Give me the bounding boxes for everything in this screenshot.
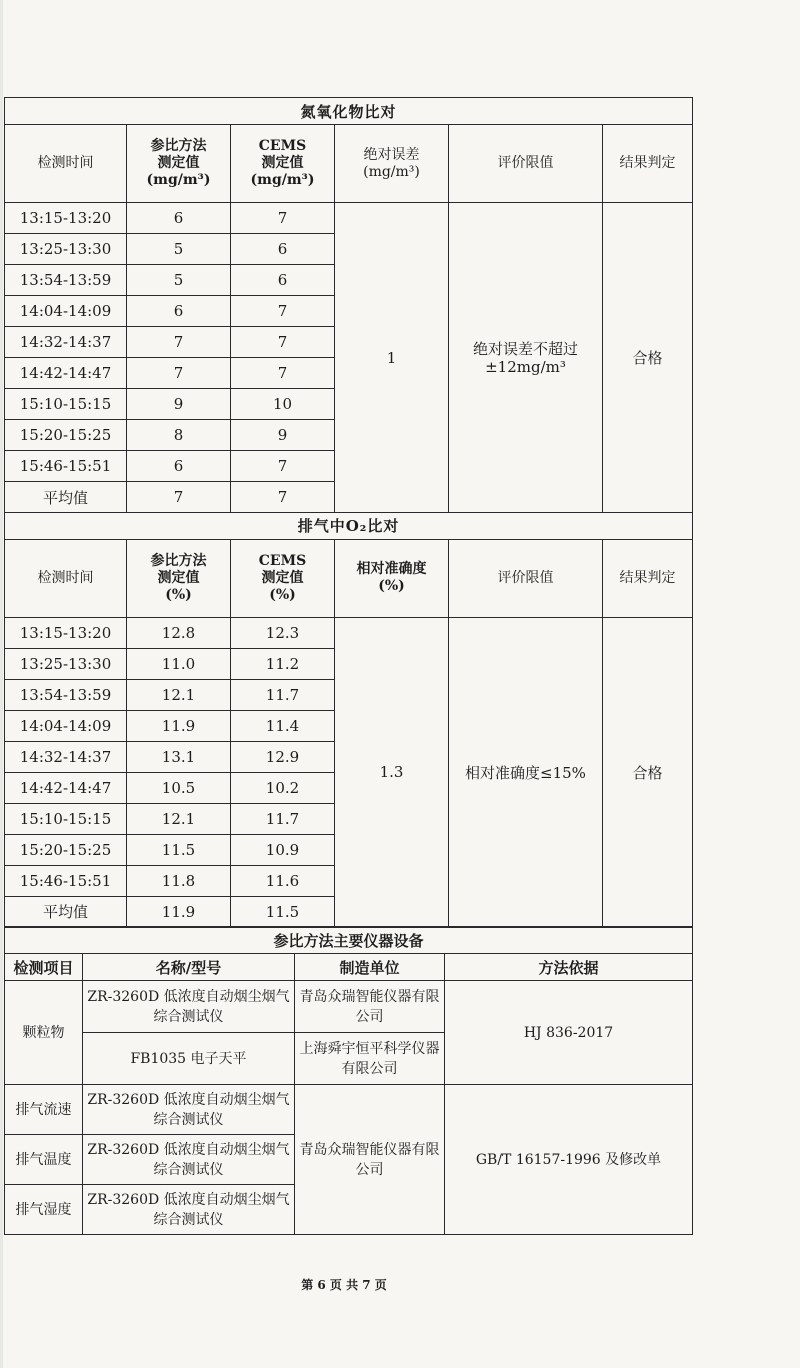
- nox-cems: 6: [231, 265, 335, 296]
- o2-time: 13:54-13:59: [5, 679, 127, 710]
- nox-title: 氮氧化物比对: [5, 98, 693, 125]
- nox-result-value: 合格: [603, 203, 693, 513]
- report-sheet: [4, 97, 692, 1235]
- o2-ref: 11.8: [127, 865, 231, 896]
- nox-avg-label: 平均值: [5, 482, 127, 513]
- eq-particulate-model1: ZR-3260D 低浓度自动烟尘烟气综合测试仪: [83, 981, 295, 1033]
- nox-time: 14:04-14:09: [5, 296, 127, 327]
- o2-table: [4, 512, 693, 928]
- nox-cems: 7: [231, 327, 335, 358]
- o2-time: 15:46-15:51: [5, 865, 127, 896]
- scan-edge: [0, 0, 3, 1368]
- o2-time: 15:10-15:15: [5, 803, 127, 834]
- nox-time: 15:46-15:51: [5, 451, 127, 482]
- eq-gas-method: GB/T 16157-1996 及修改单: [445, 1085, 693, 1235]
- o2-time: 13:15-13:20: [5, 617, 127, 648]
- o2-ref: 12.8: [127, 617, 231, 648]
- o2-cems: 10.2: [231, 772, 335, 803]
- eq-humid-item: 排气湿度: [5, 1185, 83, 1235]
- o2-header-cems: CEMS 测定值 (%): [231, 539, 335, 617]
- o2-cems: 12.9: [231, 741, 335, 772]
- eq-particulate-maker1: 青岛众瑞智能仪器有限公司: [295, 981, 445, 1033]
- o2-title: 排气中O₂比对: [5, 512, 693, 539]
- nox-cems: 7: [231, 451, 335, 482]
- nox-ref: 5: [127, 265, 231, 296]
- nox-time: 13:25-13:30: [5, 234, 127, 265]
- o2-time: 14:32-14:37: [5, 741, 127, 772]
- o2-cems: 12.3: [231, 617, 335, 648]
- o2-header-limit: 评价限值: [449, 539, 603, 617]
- nox-header-cems: CEMS 测定值 (mg/m³): [231, 125, 335, 203]
- nox-table: [4, 97, 693, 513]
- o2-ref: 13.1: [127, 741, 231, 772]
- nox-cems: 7: [231, 203, 335, 234]
- o2-time: 14:42-14:47: [5, 772, 127, 803]
- nox-time: 15:20-15:25: [5, 420, 127, 451]
- eq-gas-maker: 青岛众瑞智能仪器有限公司: [295, 1085, 445, 1235]
- eq-particulate-model2: FB1035 电子天平: [83, 1033, 295, 1085]
- o2-cems: 10.9: [231, 834, 335, 865]
- o2-ref: 12.1: [127, 803, 231, 834]
- eq-flow-item: 排气流速: [5, 1085, 83, 1135]
- nox-header-time: 检测时间: [5, 125, 127, 203]
- equipment-title: 参比方法主要仪器设备: [5, 927, 693, 954]
- o2-cems: 11.4: [231, 710, 335, 741]
- eq-flow-model: ZR-3260D 低浓度自动烟尘烟气综合测试仪: [83, 1085, 295, 1135]
- o2-result-value: 合格: [603, 617, 693, 927]
- nox-avg-cems: 7: [231, 482, 335, 513]
- nox-time: 14:32-14:37: [5, 327, 127, 358]
- o2-ref: 11.0: [127, 648, 231, 679]
- nox-ref: 6: [127, 451, 231, 482]
- o2-time: 13:25-13:30: [5, 648, 127, 679]
- nox-limit-value: 绝对误差不超过 ±12mg/m³: [449, 203, 603, 513]
- nox-cems: 7: [231, 358, 335, 389]
- eq-header-item: 检测项目: [5, 954, 83, 981]
- equipment-table: [4, 926, 693, 1235]
- nox-cems: 10: [231, 389, 335, 420]
- o2-ref: 12.1: [127, 679, 231, 710]
- nox-error-value: 1: [335, 203, 449, 513]
- nox-cems: 6: [231, 234, 335, 265]
- nox-avg-ref: 7: [127, 482, 231, 513]
- o2-cems: 11.6: [231, 865, 335, 896]
- eq-header-maker: 制造单位: [295, 954, 445, 981]
- o2-avg-ref: 11.9: [127, 896, 231, 927]
- nox-time: 15:10-15:15: [5, 389, 127, 420]
- o2-cems: 11.7: [231, 679, 335, 710]
- eq-particulate-method: HJ 836-2017: [445, 981, 693, 1085]
- o2-header-accuracy: 相对准确度 (%): [335, 539, 449, 617]
- o2-time: 15:20-15:25: [5, 834, 127, 865]
- o2-limit-value: 相对准确度≤15%: [449, 617, 603, 927]
- eq-particulate-maker2: 上海舜宇恒平科学仪器有限公司: [295, 1033, 445, 1085]
- eq-header-model: 名称/型号: [83, 954, 295, 981]
- o2-ref: 11.5: [127, 834, 231, 865]
- nox-time: 14:42-14:47: [5, 358, 127, 389]
- nox-row: [5, 203, 693, 234]
- o2-header-ref: 参比方法 测定值 (%): [127, 539, 231, 617]
- o2-row: [5, 617, 693, 648]
- nox-ref: 7: [127, 327, 231, 358]
- o2-avg-cems: 11.5: [231, 896, 335, 927]
- nox-ref: 6: [127, 203, 231, 234]
- nox-cems: 7: [231, 296, 335, 327]
- nox-ref: 7: [127, 358, 231, 389]
- nox-ref: 9: [127, 389, 231, 420]
- o2-ref: 11.9: [127, 710, 231, 741]
- o2-header-result: 结果判定: [603, 539, 693, 617]
- eq-temp-item: 排气温度: [5, 1135, 83, 1185]
- nox-header-error: 绝对误差 (mg/m³): [335, 125, 449, 203]
- nox-time: 13:54-13:59: [5, 265, 127, 296]
- nox-cems: 9: [231, 420, 335, 451]
- o2-ref: 10.5: [127, 772, 231, 803]
- o2-header-time: 检测时间: [5, 539, 127, 617]
- o2-avg-label: 平均值: [5, 896, 127, 927]
- nox-header-limit: 评价限值: [449, 125, 603, 203]
- eq-header-method: 方法依据: [445, 954, 693, 981]
- o2-cems: 11.7: [231, 803, 335, 834]
- nox-ref: 8: [127, 420, 231, 451]
- eq-humid-model: ZR-3260D 低浓度自动烟尘烟气综合测试仪: [83, 1185, 295, 1235]
- nox-ref: 6: [127, 296, 231, 327]
- o2-cems: 11.2: [231, 648, 335, 679]
- page-number: 第 6 页 共 7 页: [301, 1278, 387, 1292]
- eq-temp-model: ZR-3260D 低浓度自动烟尘烟气综合测试仪: [83, 1135, 295, 1185]
- nox-ref: 5: [127, 234, 231, 265]
- nox-time: 13:15-13:20: [5, 203, 127, 234]
- nox-header-result: 结果判定: [603, 125, 693, 203]
- o2-time: 14:04-14:09: [5, 710, 127, 741]
- o2-accuracy-value: 1.3: [335, 617, 449, 927]
- eq-particulate-item: 颗粒物: [5, 981, 83, 1085]
- nox-header-ref: 参比方法 测定值 (mg/m³): [127, 125, 231, 203]
